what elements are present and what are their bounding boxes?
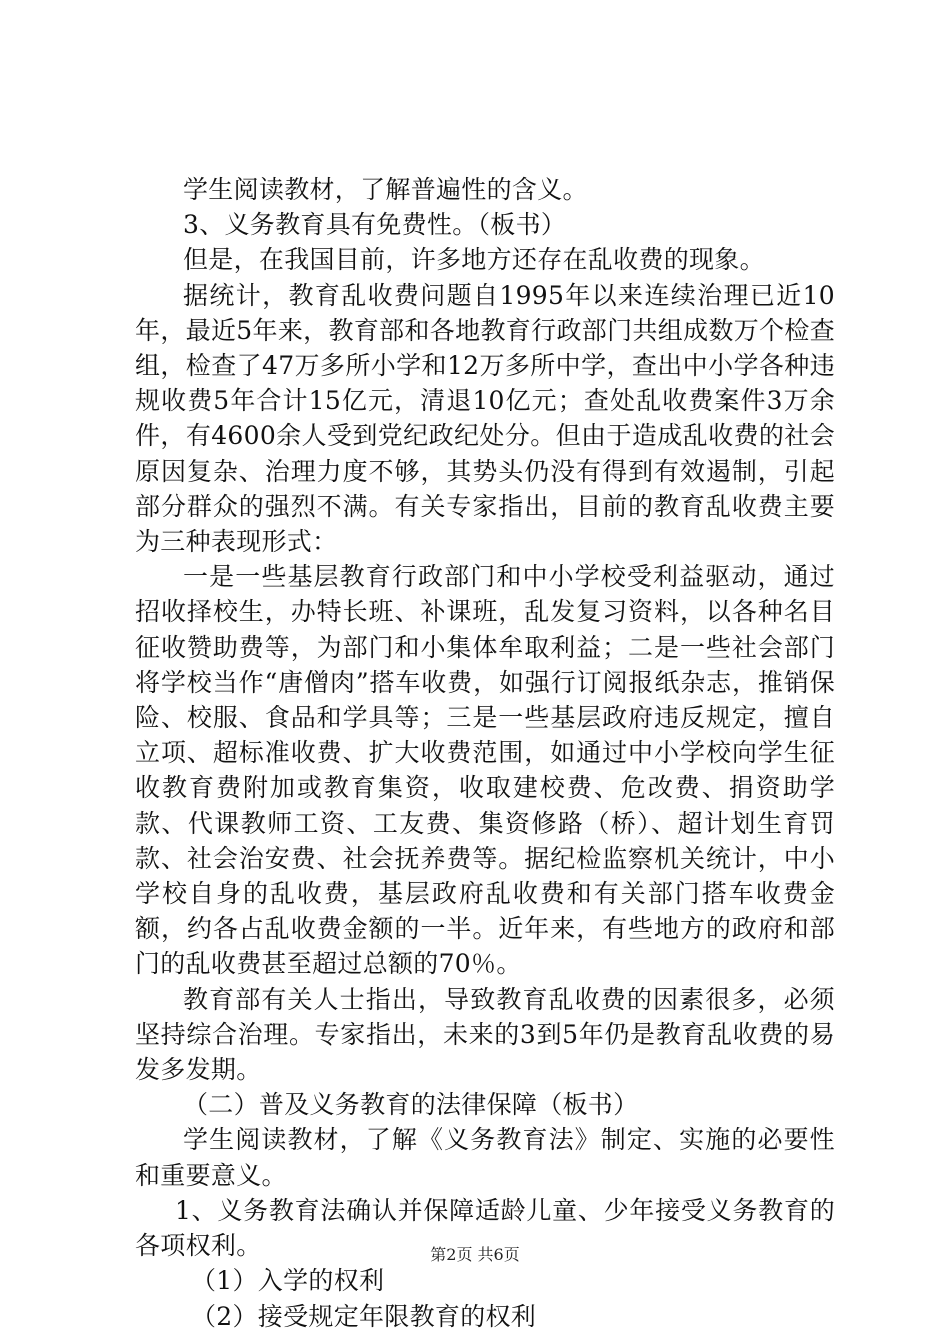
paragraph-law-confirms-rights: 1、义务教育法确认并保障适龄儿童、少年接受义务教育的各项权利。 [135,1195,835,1261]
paragraph-statistics: 据统计，教育乱收费问题自1995年以来连续治理已近10年，最近5年来，教育部和各地教育行政部门共组成数万个检查组，检查了47万多所小学和12万多所中学，查出中小学各种违规收费5年合计15亿元，清退10亿元；查处乱收费案件3万余件，有4600余人受到党纪政纪处分。但由于造成乱收费的社会原因复杂、治理力度不够，其势头仍没有得到有效遏制，引起部分群众的强烈不满。有关专家指出，目前的教育乱收费主要为三种表现形式： [135,280,835,557]
page-number-footer: 第2页 共6页 [430,1245,520,1264]
list-item-right-to-education-years: （2）接受规定年限教育的权利 [191,1301,537,1331]
section-heading-legal-guarantee: （二）普及义务教育的法律保障（板书） [183,1090,639,1120]
list-item-right-to-enroll: （1）入学的权利 [191,1266,385,1296]
paragraph-three-forms: 一是一些基层教育行政部门和中小学校受利益驱动，通过招收择校生，办特长班、补课班，乱发复习资料，以各种名目征收赞助费等，为部门和小集体牟取利益；二是一些社会部门将学校当作“唐僧肉”搭车收费，如强行订阅报纸杂志，推销保险、校服、食品和学具等；三是一些基层政府违反规定，擅自立项、超标准收费、扩大收费范围，如通过中小学校向学生征收教育费附加或教育集资，收取建校费、危改费、捐资助学款、代课教师工资、工友费、集资修路（桥）、超计划生育罚款、社会治安费、社会抚养费等。据纪检监察机关统计，中小学校自身的乱收费，基层政府乱收费和有关部门搭车收费金额，约各占乱收费金额的一半。近年来，有些地方的政府和部门的乱收费甚至超过总额的70％。 [135,562,835,979]
paragraph-free-of-charge-heading: 3、义务教育具有免费性。（板书） [183,210,567,240]
paragraph-read-textbook-universality: 学生阅读教材，了解普遍性的含义。 [183,175,588,204]
paragraph-comprehensive-governance: 教育部有关人士指出，导致教育乱收费的因素很多，必须坚持综合治理。专家指出，未来的3到5年仍是教育乱收费的易发多发期。 [135,984,835,1085]
document-body [135,172,835,1334]
paragraph-illegal-fees-intro: 但是，在我国目前，许多地方还存在乱收费的现象。 [183,245,765,275]
paragraph-read-compulsory-education-law: 学生阅读教材，了解《义务教育法》制定、实施的必要性和重要意义。 [135,1125,835,1190]
